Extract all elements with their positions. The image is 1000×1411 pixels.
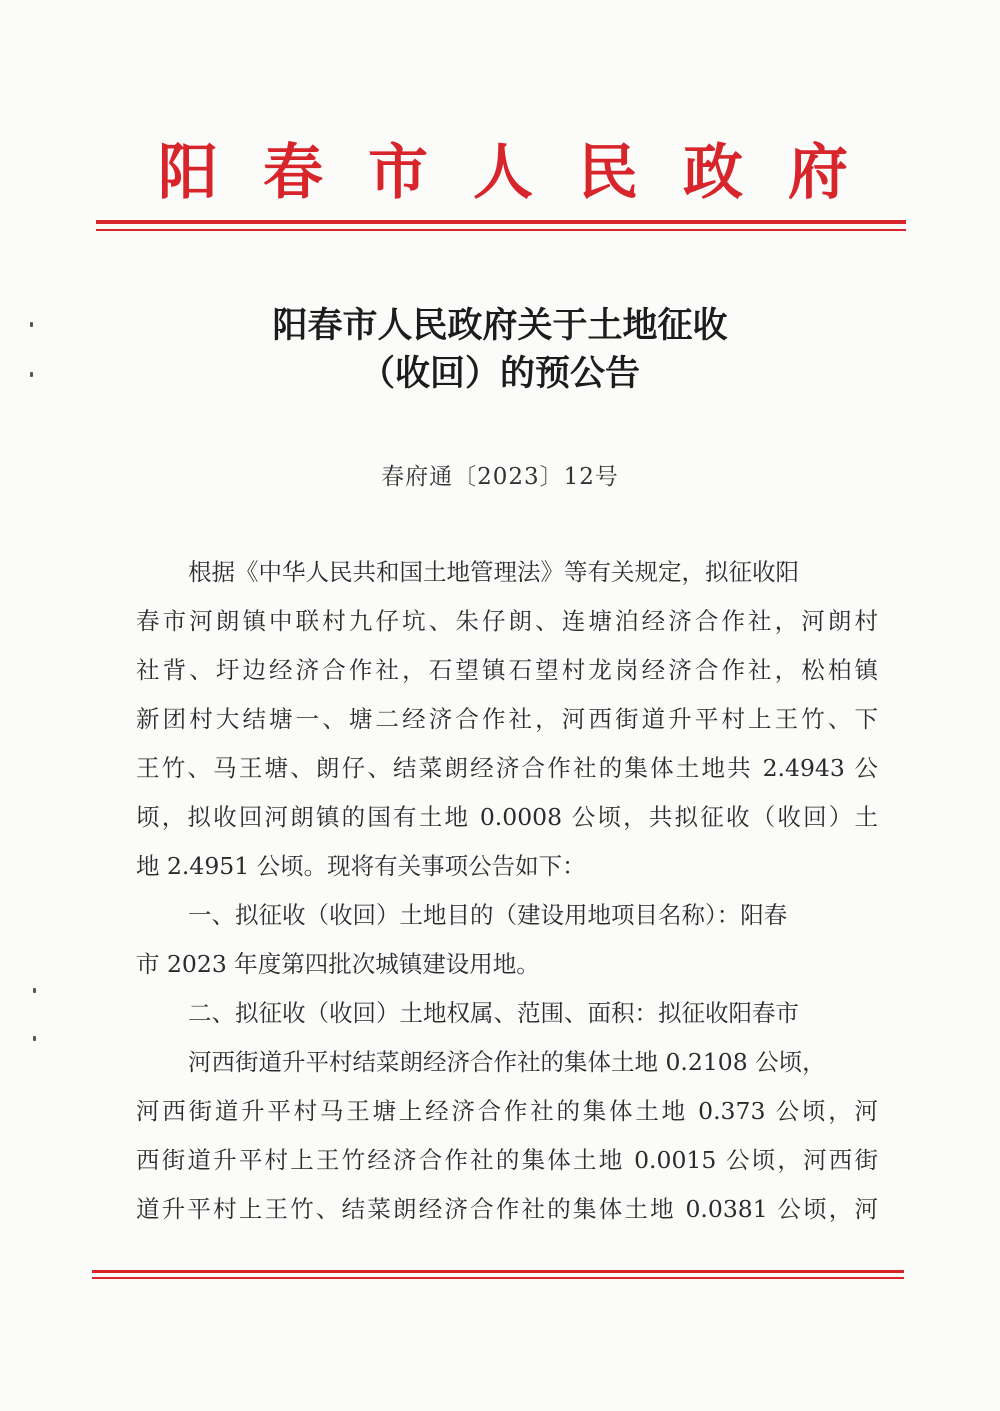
letterhead-char: 市 [368,138,428,208]
body-line: 王竹、马王塘、朗仔、结菜朗经济合作社的集体土地共 2.4943 公 [136,754,878,782]
letterhead-rule-thin [96,229,906,231]
body-line: 市 2023 年度第四批次城镇建设用地。 [136,950,540,978]
letterhead-char: 政 [683,138,743,208]
document-title-line-1: 阳春市人民政府关于土地征收 [272,305,728,346]
footer-rule-thin [92,1277,904,1279]
document-title-line-2: （收回）的预公告 [359,353,640,394]
letterhead-char: 府 [788,138,848,208]
body-line: 河西街道升平村结菜朗经济合作社的集体土地 0.2108 公顷， [188,1048,826,1076]
body-line: 一、拟征收（收回）土地目的（建设用地项目名称）：阳春 [188,901,788,929]
letterhead-char: 春 [263,138,323,208]
binding-mark [33,1036,36,1041]
body-line: 顷，拟收回河朗镇的国有土地 0.0008 公顷，共拟征收（收回）土 [136,803,878,831]
letterhead-char: 民 [578,138,638,208]
body-line: 西街道升平村上王竹经济合作社的集体土地 0.0015 公顷，河西街 [136,1146,878,1174]
body-line: 春市河朗镇中联村九仔坑、朱仔朗、连塘泊经济合作社，河朗村 [136,607,878,635]
body-line: 二、拟征收（收回）土地权属、范围、面积：拟征收阳春市 [188,999,799,1027]
binding-mark [30,372,33,377]
binding-mark [30,322,33,327]
letterhead-title [100,133,900,213]
letterhead-char: 阳 [158,138,218,208]
body-line: 道升平村上王竹、结菜朗经济合作社的集体土地 0.0381 公顷，河 [136,1195,878,1223]
body-line: 根据《中华人民共和国土地管理法》等有关规定，拟征收阳 [188,558,799,586]
letterhead-rule-thick [96,220,906,224]
letterhead-char: 人 [473,138,533,208]
body-line: 社背、圩边经济合作社，石望镇石望村龙岗经济合作社，松柏镇 [136,656,878,684]
body-line: 新团村大结塘一、塘二经济合作社，河西街道升平村上王竹、下 [136,705,878,733]
document-number: 春府通〔2023〕12号 [381,464,619,490]
body-line: 河西街道升平村马王塘上经济合作社的集体土地 0.373 公顷，河 [136,1097,878,1125]
footer-rule-thick [92,1270,904,1273]
body-line: 地 2.4951 公顷。现将有关事项公告如下： [136,852,586,880]
binding-mark [33,988,36,993]
